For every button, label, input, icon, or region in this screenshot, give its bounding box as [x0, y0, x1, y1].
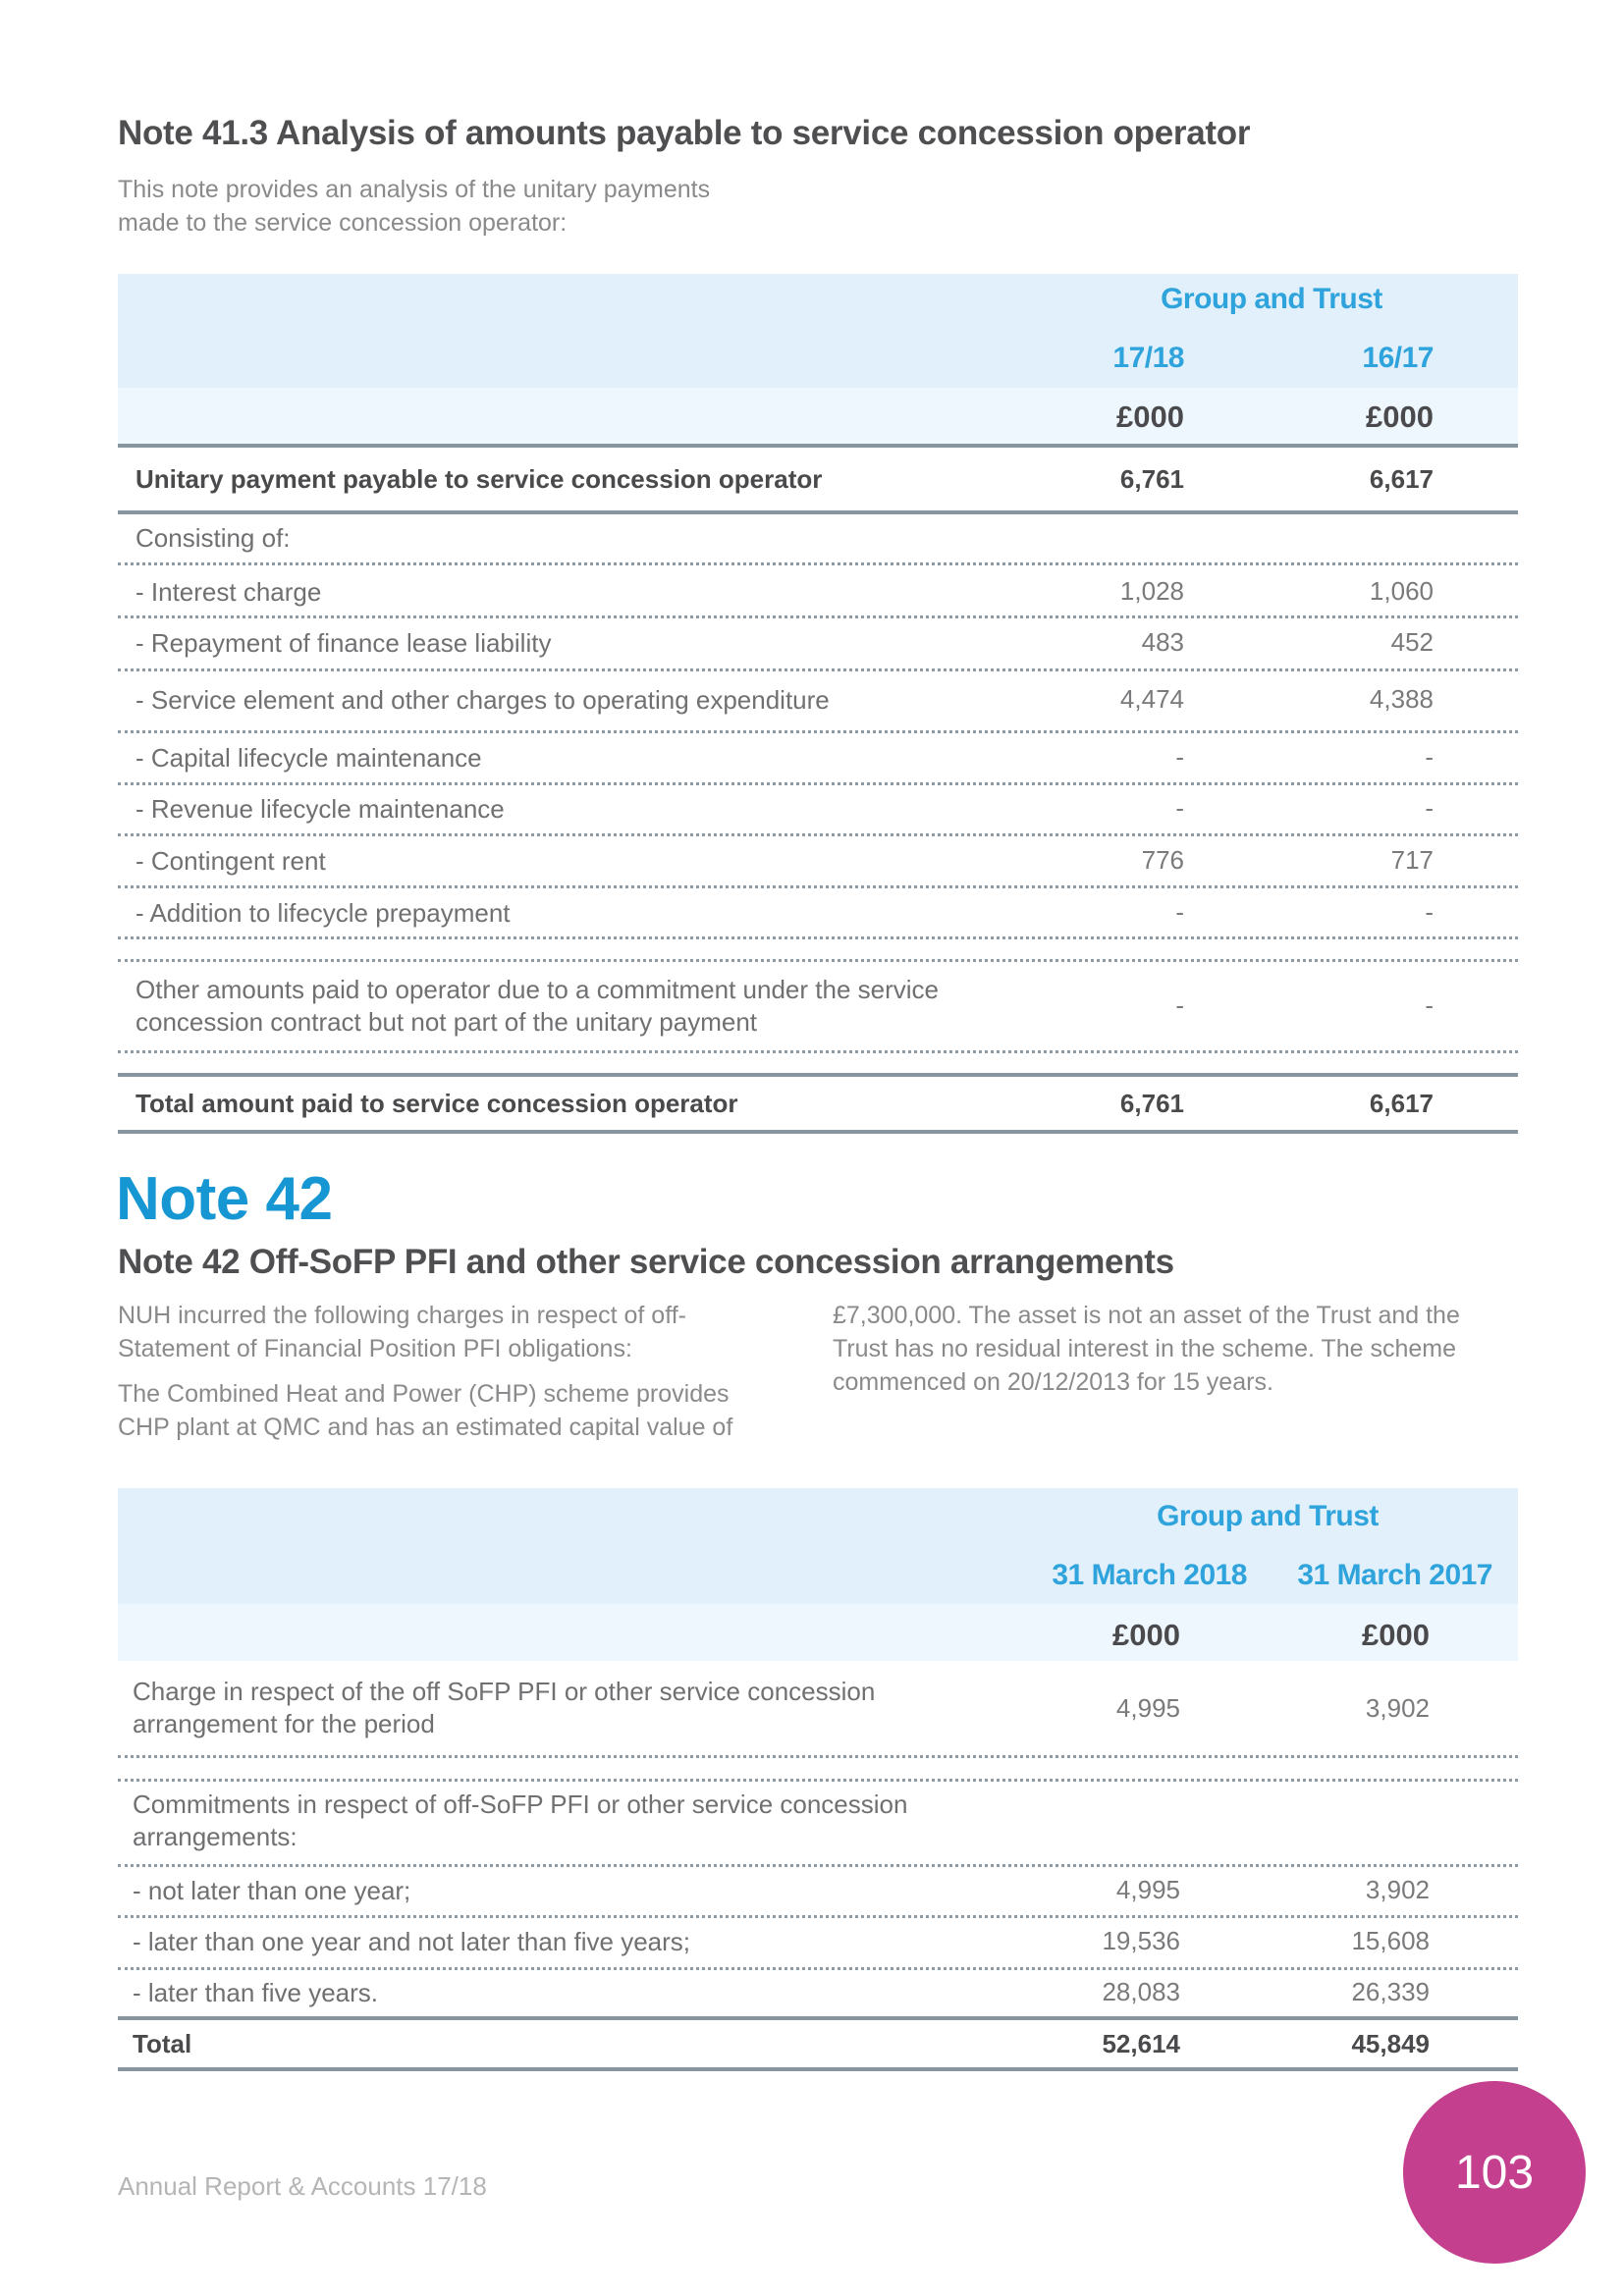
total-value: 52,614 — [1102, 2029, 1180, 2058]
row-label: - later than five years. — [133, 1978, 378, 2007]
row-value: 452 — [1390, 627, 1434, 657]
row-label-line: arrangements: — [133, 1822, 298, 1851]
row-value: - — [1175, 990, 1184, 1020]
total-label: Total — [133, 2029, 192, 2058]
row-label: Unitary payment payable to service concession operator — [135, 464, 823, 494]
row-value: 6,761 — [1119, 464, 1184, 494]
row-label: - Addition to lifecycle prepayment — [135, 898, 511, 928]
row-value: - — [1175, 793, 1184, 823]
footer-publication: Annual Report & Accounts 17/18 — [118, 2171, 487, 2201]
note-42-title: Note 42 Off-SoFP PFI and other service concession arrangements — [118, 1243, 1174, 1281]
row-value: - — [1425, 990, 1434, 1020]
column-header: 31 March 2017 — [1297, 1559, 1492, 1591]
rule-thick — [118, 510, 1518, 514]
column-header: 31 March 2018 — [1052, 1559, 1247, 1591]
rule-dotted — [118, 1967, 1518, 1970]
column-header: 17/18 — [1112, 342, 1184, 374]
row-value: 776 — [1141, 845, 1184, 875]
row-label: - Interest charge — [135, 577, 322, 607]
paragraph: NUH incurred the following charges in respect of off-Statement of Financial Position PFI obligations: — [118, 1302, 686, 1362]
page-number-badge — [1403, 2081, 1586, 2264]
rule-thick — [118, 444, 1518, 448]
unit-header: £000 — [1112, 1618, 1180, 1652]
row-label: - Service element and other charges to operating expenditure — [135, 685, 830, 715]
row-value: 1,028 — [1119, 576, 1184, 606]
row-label-line: Commitments in respect of off-SoFP PFI or other service concession — [133, 1789, 908, 1819]
intro-line: made to the service concession operator: — [118, 209, 568, 237]
row-label-line: concession contract but not part of the unitary payment — [135, 1007, 758, 1037]
row-label-line: Other amounts paid to operator due to a commitment under the service — [135, 975, 939, 1004]
note-42-paragraph-right: £7,300,000. The asset is not an asset of the Trust and the Trust has no residual interest in the scheme. The scheme commenced on 20/12/2013 for 15 years. — [833, 1302, 1460, 1396]
row-value: 483 — [1141, 627, 1184, 657]
row-value: - — [1425, 793, 1434, 823]
rule-dotted — [118, 833, 1518, 836]
row-label — [135, 974, 939, 1039]
row-label: - Capital lifecycle maintenance — [135, 743, 482, 773]
rule-dotted — [118, 936, 1518, 939]
row-value: 717 — [1390, 845, 1434, 875]
rule-thick — [118, 2016, 1518, 2020]
row-label: - later than one year and not later than five years; — [133, 1927, 691, 1956]
row-value: - — [1175, 897, 1184, 927]
group-header: Group and Trust — [1161, 283, 1382, 315]
row-label: Consisting of: — [135, 523, 291, 553]
rule-dotted — [118, 1864, 1518, 1867]
rule-dotted — [118, 562, 1518, 565]
column-header: 16/17 — [1362, 342, 1434, 374]
total-value: 6,761 — [1119, 1089, 1184, 1118]
row-value: 19,536 — [1102, 1926, 1180, 1955]
intro-line: This note provides an analysis of the unitary payments — [118, 176, 711, 203]
rule-dotted — [118, 615, 1518, 618]
row-label — [133, 1789, 907, 1853]
total-value: 45,849 — [1351, 2029, 1430, 2058]
row-label-line: Charge in respect of the off SoFP PFI or other service concession — [133, 1677, 876, 1706]
row-label: - not later than one year; — [133, 1876, 411, 1905]
total-label: Total amount paid to service concession operator — [135, 1089, 738, 1118]
rule-dotted — [118, 959, 1518, 962]
row-value: 4,474 — [1119, 684, 1184, 714]
paragraph: The Combined Heat and Power (CHP) scheme provides CHP plant at QMC and has an estimated capital value of — [118, 1380, 733, 1441]
rule-dotted — [118, 730, 1518, 733]
rule-thick — [118, 1130, 1518, 1134]
row-value: 15,608 — [1351, 1926, 1430, 1955]
note-42-heading: Note 42 — [116, 1165, 333, 1233]
row-label: - Revenue lifecycle maintenance — [135, 794, 505, 824]
row-value: 26,339 — [1351, 1977, 1430, 2006]
rule-dotted — [118, 1779, 1518, 1782]
unit-header: £000 — [1366, 400, 1434, 434]
rule-dotted — [118, 1050, 1518, 1053]
rule-thick — [118, 2067, 1518, 2071]
rule-dotted — [118, 1755, 1518, 1758]
row-label — [133, 1676, 875, 1740]
row-value: 28,083 — [1102, 1977, 1180, 2006]
row-value: - — [1175, 742, 1184, 772]
unit-header: £000 — [1362, 1618, 1430, 1652]
rule-dotted — [118, 885, 1518, 888]
unit-header: £000 — [1116, 400, 1184, 434]
note-41-3-title: Note 41.3 Analysis of amounts payable to service concession operator — [118, 114, 1251, 152]
row-label: - Repayment of finance lease liability — [135, 628, 552, 658]
note-42-paragraph-left — [118, 1299, 785, 1444]
rule-dotted — [118, 668, 1518, 671]
row-value: 4,995 — [1115, 1693, 1180, 1723]
rule-thick — [118, 1073, 1518, 1077]
row-label-line: arrangement for the period — [133, 1709, 435, 1738]
rule-dotted — [118, 782, 1518, 785]
row-value: 4,388 — [1369, 684, 1434, 714]
row-value: - — [1425, 897, 1434, 927]
row-value: 3,902 — [1365, 1693, 1430, 1723]
rule-dotted — [118, 1915, 1518, 1918]
group-header: Group and Trust — [1157, 1500, 1379, 1532]
row-value: 3,902 — [1365, 1875, 1430, 1904]
row-value: - — [1425, 742, 1434, 772]
page-number: 103 — [1454, 2146, 1535, 2199]
row-value: 1,060 — [1369, 576, 1434, 606]
row-value: 6,617 — [1369, 464, 1434, 494]
total-value: 6,617 — [1369, 1089, 1434, 1118]
note-41-3-intro — [118, 173, 710, 240]
row-label: - Contingent rent — [135, 846, 326, 876]
row-value: 4,995 — [1115, 1875, 1180, 1904]
